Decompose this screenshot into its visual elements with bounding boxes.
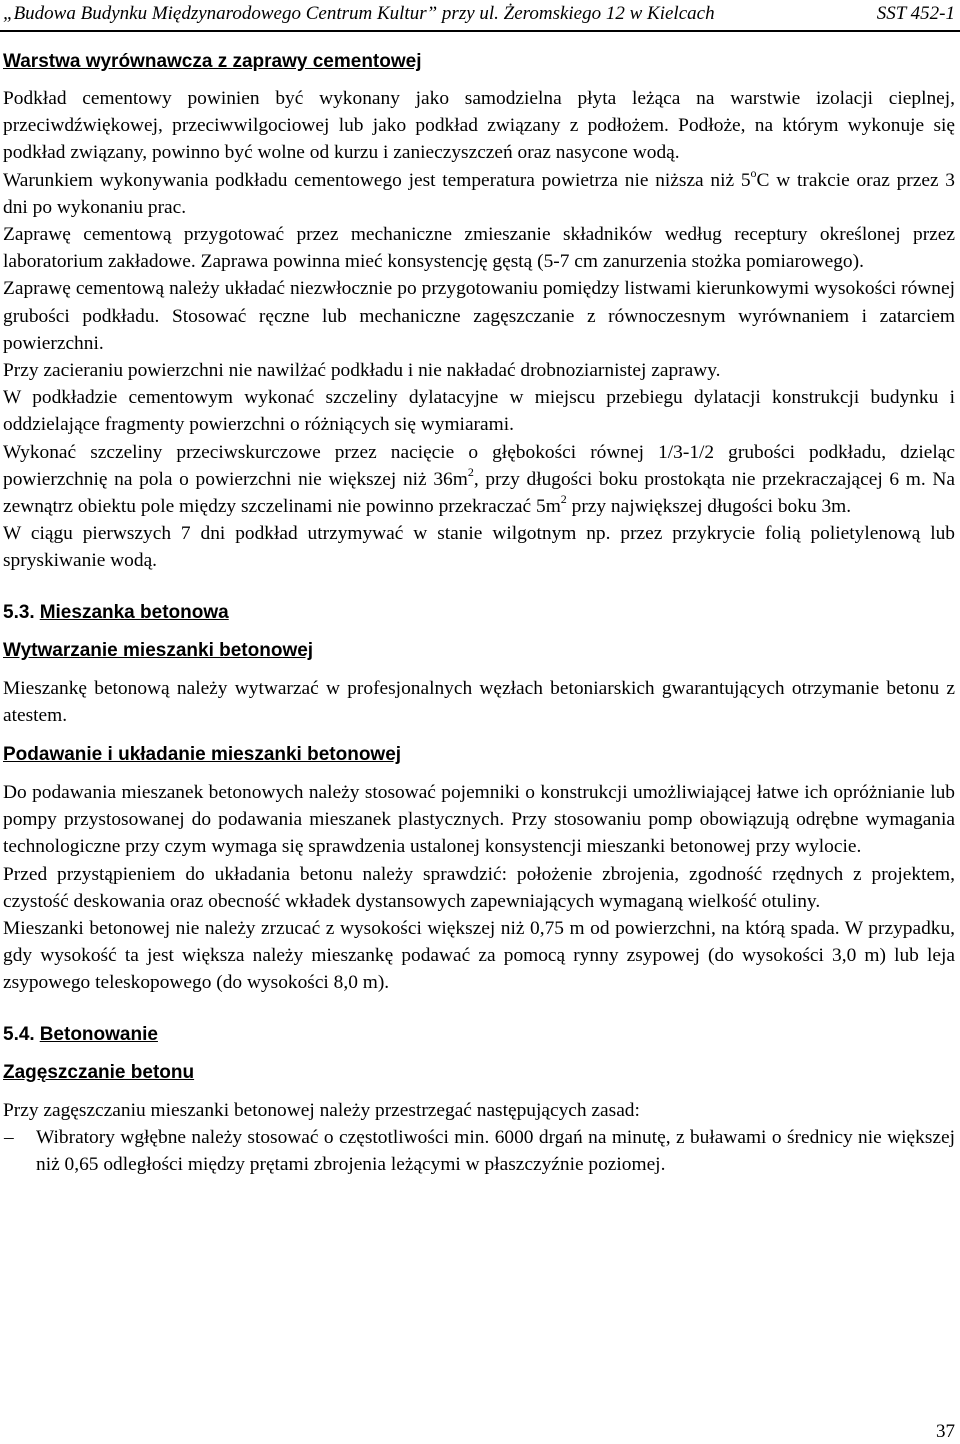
compaction-intro-paragraph: Przy zagęszczaniu mieszanki betonowej należy przestrzegać następujących zasad: [3,1099,640,1121]
screed-paragraph-7: Wykonać szczeliny przeciwskurczowe przez nacięcie o głębokości równej 1/3-1/2 grubości podkładu, dzieląc powierzchnię na pola o powierzchni nie większej niż $36m^2$, przy długości boku prostokąta nie przekraczającej 6 m. Na zewnątrz obiektu pole między szczelinami nie powinno przekraczać $5m^2$ przy największej długości boku 3m. [3,441,956,518]
screed-paragraph-3: Zaprawę cementową przygotować przez mechaniczne zmieszanie składników według receptury określonej przez laboratorium zakładowe. Zaprawa powinna mieć konsystencję gęstą (5-7 cm zanurzenia stożka pomiarowego). [3,224,955,273]
page-number: 37 [936,1421,955,1442]
placing-paragraph-2: Przed przystąpieniem do układania betonu należy sprawdzić: położenie zbrojenia, zgodność rzędnych z projektem, czystość deskowania oraz obecność wkładek dystansowych zapewniających wymaganą wielkość otuliny. [3,863,955,912]
section-5-3-number: 5.3. [3,601,35,623]
section-5-4-title: Betonowanie [39,1023,158,1045]
placing-paragraph-1: Do podawania mieszanek betonowych należy stosować pojemniki o konstrukcji umożliwiającej łatwe ich opróżnianie lub pompy przystosowanej do podawania mieszanek plastycznych. Przy stosowaniu pomp obowiązują odrębne wymagania technologiczne przy czym wymaga się sprawdzenia ustalonej konsystencji mieszanki betonowej przy wylocie. [3,782,955,858]
placing-paragraph-3: Mieszanki betonowej nie należy zrzucać z wysokości większej niż 0,75 m od powierzchni, na którą spada. W przypadku, gdy wysokość ta jest większa należy mieszankę podawać za pomocą rynny zsypowej (do wysokości 3,0 m) lub leja zsypowego teleskopowego (do wysokości 8,0 m). [3,918,955,994]
subsection-compaction-heading: Zagęszczanie betonu [3,1061,195,1083]
screed-paragraph-8: W ciągu pierwszych 7 dni podkład utrzymywać w stanie wilgotnym np. przez przykrycie folią polietylenową lub spryskiwanie wodą. [3,523,955,572]
screed-paragraph-6: W podkładzie cementowym wykonać szczeliny dylatacyjne w miejscu przebiegu dylatacji konstrukcji budynku i oddzielające fragmenty powierzchni o różniących się wymiarami. [3,387,955,436]
production-paragraph: Mieszankę betonową należy wytwarzać w profesjonalnych węzłach betoniarskich gwarantujących otrzymanie betonu z atestem. [3,677,955,726]
header-title: „Budowa Budynku Międzynarodowego Centrum Kultur” przy ul. Żeromskiego 12 w Kielcach [3,3,715,24]
page-content [3,50,955,1178]
section-5-3-title: Mieszanka betonowa [39,601,229,623]
bullet-dash-icon: – [4,1126,14,1148]
compaction-bullet-text: Wibratory wgłębne należy stosować o częstotliwości min. 6000 drgań na minutę, z buławami o średnicy nie większej niż 0,65 odległości między prętami zbrojenia leżącymi w płaszczyźnie poziomej. [36,1126,955,1176]
section-5-4-number: 5.4. [3,1023,35,1045]
section-5-3-heading [3,601,955,625]
screed-paragraph-4: Zaprawę cementową należy układać niezwłocznie po przygotowaniu pomiędzy listwami kierunkowymi wysokości równej grubości podkładu. Stosować ręczne lub mechaniczne zagęszczanie z równoczesnym wyrównaniem i zatarciem powierzchni. [3,278,955,354]
section-5-4-heading [3,1023,955,1047]
subsection-production-heading: Wytwarzanie mieszanki betonowej [3,639,314,661]
subsection-placing-heading: Podawanie i układanie mieszanki betonowej [3,744,402,766]
page-header [0,0,960,32]
screed-paragraph-5: Przy zacieraniu powierzchni nie nawilżać podkładu i nie nakładać drobnoziarnistej zaprawy. [3,360,721,382]
screed-paragraph-1: Podkład cementowy powinien być wykonany jako samodzielna płyta leżąca na warstwie izolacji cieplnej, przeciwdźwiękowej, przeciwwilgociowej lub jako podkład związany z podłożem. Podłoże, na którym wykonuje się podkład związany, powinno być wolne od kurzu i zanieczyszczeń oraz nasycone wodą. [3,88,955,164]
screed-paragraph-2: Warunkiem wykonywania podkładu cementowego jest temperatura powietrza nie niższa niż 5$^o$C w trakcie oraz przez 3 dni po wykonaniu prac. [3,165,955,218]
compaction-bullet-item [3,1124,955,1178]
header-spec-code: SST 452-1 [876,3,955,24]
screed-heading: Warstwa wyrównawcza z zaprawy cementowej [3,51,422,72]
